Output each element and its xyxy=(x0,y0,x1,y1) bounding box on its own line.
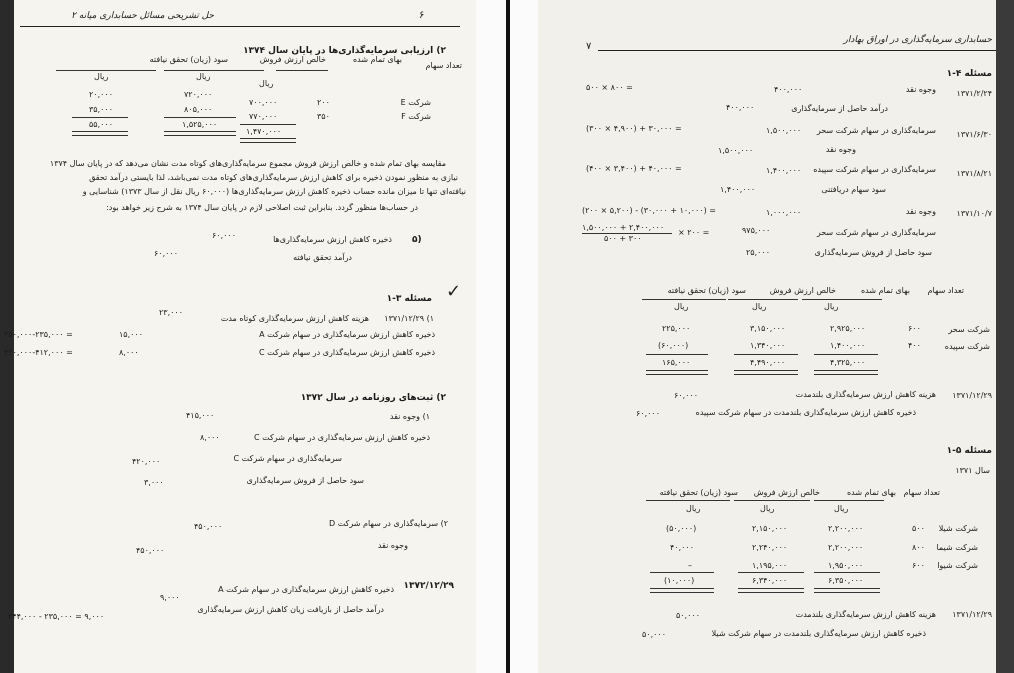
entry-credit: وجوه نقد xyxy=(825,145,856,154)
entry-amount: ۶۰,۰۰۰ xyxy=(674,391,699,400)
entry-amount: ۱,۴۰۰,۰۰۰ xyxy=(720,185,756,194)
entry-debit: ذخیره کاهش ارزش سرمایه‌گذاری‌ها xyxy=(273,235,392,244)
section-title: ۲) ارزیابی سرمایه‌گذاری‌ها در پایان سال ۱۳۷۴ xyxy=(243,46,446,56)
gain-total: (۱۰,۰۰۰) xyxy=(664,576,695,585)
calc-note: × ۲۰۰ = xyxy=(678,228,710,237)
col-header-cost: بهای تمام شده xyxy=(846,488,896,497)
col-header-gain: سود (زیان) تحقق نیافته xyxy=(667,286,746,295)
cost-cell: ۷۷۰,۰۰۰ xyxy=(249,112,278,121)
entry-amount: ۶۰,۰۰۰ xyxy=(212,231,237,240)
right-scan-edge xyxy=(996,0,1014,673)
entry-credit: درآمد تحقق نیافته xyxy=(293,253,352,262)
unit-label: ریال xyxy=(752,302,767,311)
entry-date: ۱۳۷۱/۱۲/۲۹ xyxy=(952,391,992,400)
entry-amount: ۶۰,۰۰۰ xyxy=(636,409,661,418)
problem-title: مسئله ۳-۱ xyxy=(386,294,432,304)
net-cell: ۸۰۵,۰۰۰ xyxy=(184,105,213,114)
net-total: ۱,۵۲۵,۰۰۰ xyxy=(182,120,218,129)
calc-note: ۵۰۰ × ۸۰۰ = xyxy=(586,83,633,92)
entry-date: ۱۳۷۱/۶/۳۰ xyxy=(956,130,992,139)
calc-note: (۲۰۰ × ۵,۲۰۰) - (۳۰,۰۰۰ + ۱۰,۰۰۰) = xyxy=(582,206,716,215)
cost-total: ۶,۳۵۰,۰۰۰ xyxy=(828,576,864,585)
entry-credit: سرمایه‌گذاری در سهام شرکت سحر xyxy=(816,228,936,237)
entry-debit: هزینه کاهش ارزش سرمایه‌گذاری بلندمدت xyxy=(795,390,936,399)
gain-total: ۱۶۵,۰۰۰ xyxy=(662,358,691,367)
calc-note: (۳۰۰ × ۴,۹۰۰) + ۳۰,۰۰۰ = xyxy=(586,124,682,133)
unit-label: ریال xyxy=(760,504,775,513)
entry-amount: ۴۰۰,۰۰۰ xyxy=(726,103,755,112)
shares-cell: ۴۰۰ xyxy=(908,341,921,350)
net-total: ۴,۴۹۰,۰۰۰ xyxy=(750,358,786,367)
company-label: شرکت E xyxy=(400,98,431,107)
gain-cell: (۵۰,۰۰۰) xyxy=(666,524,697,533)
entry-date: ۱) ۱۳۷۱/۱۲/۲۹ xyxy=(384,314,434,323)
entry-date: ۱۳۷۱/۱۰/۷ xyxy=(956,209,992,218)
entry-credit: ذخیره کاهش ارزش سرمایه‌گذاری در سهام شرکت A xyxy=(259,330,435,339)
entry-amount: ۱,۴۰۰,۰۰۰ xyxy=(766,166,802,175)
cost-cell: ۱,۴۰۰,۰۰۰ xyxy=(830,341,866,350)
entry-amount: ۵۰,۰۰۰ xyxy=(642,630,667,639)
entry-amount: ۳,۰۰۰ xyxy=(144,478,164,487)
entry-amount: ۴۵۰,۰۰۰ xyxy=(194,522,223,531)
unit-label: ریال xyxy=(94,72,109,81)
entry-date: ۱۳۷۲/۱۲/۲۹ xyxy=(403,581,454,591)
check-mark-icon: ✓ xyxy=(446,281,462,302)
entry-amount: ۶۰,۰۰۰ xyxy=(154,249,179,258)
entry-amount: ۱,۰۰۰,۰۰۰ xyxy=(766,208,802,217)
entry-amount: ۴۱۵,۰۰۰ xyxy=(186,411,215,420)
col-header-net: خالص ارزش فروش xyxy=(769,286,836,295)
entry-date: ۱۳۷۱/۱۲/۲۹ xyxy=(952,610,992,619)
col-header-cost: بهای تمام شده xyxy=(860,286,910,295)
col-header-net: خالص ارزش فروش xyxy=(753,488,820,497)
gain-cell: ۴۰,۰۰۰ xyxy=(670,543,695,552)
entry-debit: ۲) سرمایه‌گذاری در سهام شرکت D xyxy=(328,519,448,528)
entry-credit: سود حاصل از فروش سرمایه‌گذاری xyxy=(814,248,932,257)
paragraph-line: نیازی به منظور نمودن ذخیره برای کاهش ارزش سرمایه‌گذاری‌های کوتاه مدت نمی‌باشد، لذا بایستی درآمد تحقق xyxy=(89,173,458,182)
book-binding xyxy=(476,0,538,673)
entry-credit: درآمد حاصل از سرمایه‌گذاری xyxy=(791,104,888,113)
running-header: حسابداری سرمایه‌گذاری در اوراق بهادار xyxy=(843,35,992,45)
shares-cell: ۵۰۰ xyxy=(912,524,925,533)
section-title: ۲) ثبت‌های روزنامه در سال ۱۳۷۲ xyxy=(300,393,446,403)
gain-cell: ۲۲۵,۰۰۰ xyxy=(662,324,691,333)
entry-credit: وجوه نقد xyxy=(377,541,408,550)
entry-debit: ۱) وجوه نقد xyxy=(389,412,430,421)
unit-label: ریال xyxy=(834,504,849,513)
entry-amount: ۱,۵۰۰,۰۰۰ xyxy=(718,146,754,155)
entry-amount: ۲۳,۰۰۰ xyxy=(159,308,184,317)
cost-cell: ۷۰۰,۰۰۰ xyxy=(249,98,278,107)
unit-label: ریال xyxy=(674,302,689,311)
entry-credit: سود سهام دریافتنی xyxy=(821,185,886,194)
col-header-cost: بهای تمام شده xyxy=(352,55,402,64)
entry-amount: ۸,۰۰۰ xyxy=(119,348,139,357)
page-6 xyxy=(4,0,476,673)
entry-credit: سرمایه‌گذاری در سهام شرکت C xyxy=(233,454,342,463)
net-cell: ۱,۳۴۰,۰۰۰ xyxy=(750,341,786,350)
unit-label: ریال xyxy=(686,504,701,513)
problem-title: مسئله ۴-۱ xyxy=(946,69,992,79)
calc-fraction-den: ۵۰۰ + ۳۰۰ xyxy=(604,234,642,243)
shares-cell: ۶۰۰ xyxy=(908,324,921,333)
shares-cell: ۶۰۰ xyxy=(912,561,925,570)
cost-cell: ۲,۲۰۰,۰۰۰ xyxy=(828,543,864,552)
problem-title: مسئله ۵-۱ xyxy=(946,446,992,456)
entry-debit: سرمایه‌گذاری در سهام شرکت سپیده xyxy=(813,165,936,174)
entry-amount: ۴۰۰,۰۰۰ xyxy=(774,85,803,94)
entry-amount: ۹,۰۰۰ xyxy=(160,593,180,602)
company-label: شرکت سپیده xyxy=(944,342,990,351)
cost-total: ۱,۴۷۰,۰۰۰ xyxy=(246,127,282,136)
paragraph-line: نیافته‌ای تنها تا میزان مانده حساب ذخیره کاهش ارزش سرمایه‌گذاری‌ها (۶۰,۰۰۰ ریال نقل از سال ۱۳۷۳) شناسایی و xyxy=(82,187,466,196)
gain-total: ۵۵,۰۰۰ xyxy=(89,120,114,129)
company-label: شرکت شیلا xyxy=(938,524,978,533)
entry-debit: سرمایه‌گذاری در سهام شرکت سحر xyxy=(816,126,936,135)
net-cell: ۱,۱۹۵,۰۰۰ xyxy=(752,561,788,570)
entry-number: ۵) xyxy=(412,235,422,245)
entry-amount: ۴۵۰,۰۰۰ xyxy=(136,546,165,555)
entry-amount: ۱۵,۰۰۰ xyxy=(119,330,144,339)
gain-cell: (۶۰,۰۰۰) xyxy=(658,341,689,350)
page-number: ۶ xyxy=(419,10,425,21)
calc-note: ۲۴۴,۰۰۰ - ۲۳۵,۰۰۰ = ۹,۰۰۰ xyxy=(8,612,105,621)
entry-amount: ۸,۰۰۰ xyxy=(200,433,220,442)
entry-debit: هزینه کاهش ارزش سرمایه‌گذاری کوتاه مدت xyxy=(220,314,369,323)
company-label: شرکت شیما xyxy=(936,543,978,552)
page-7 xyxy=(538,0,996,673)
col-header-net: خالص ارزش فروش xyxy=(259,55,326,64)
unit-label: ریال xyxy=(824,302,839,311)
cost-cell: ۲,۹۲۵,۰۰۰ xyxy=(830,324,866,333)
col-header-shares: تعداد سهام xyxy=(903,488,940,497)
entry-debit: وجوه نقد xyxy=(905,85,936,94)
entry-debit: هزینه کاهش ارزش سرمایه‌گذاری بلندمدت xyxy=(795,610,936,619)
year-label: سال ۱۳۷۱ xyxy=(955,466,990,475)
entry-debit: وجوه نقد xyxy=(905,207,936,216)
header-rule xyxy=(20,26,460,27)
unit-label: ریال xyxy=(259,79,274,88)
shares-cell: ۳۵۰ xyxy=(317,112,330,121)
paragraph-line: مقایسه بهای تمام شده و خالص ارزش فروش مجموع سرمایه‌گذاری‌های کوتاه مدت نشان می‌دهد که در پایان سال ۱۳۷۴ xyxy=(49,159,446,168)
calc-fraction-num: ۱,۵۰۰,۰۰۰ + ۲,۴۰۰,۰۰۰ xyxy=(582,223,665,232)
entry-amount: ۲۵,۰۰۰ xyxy=(746,248,771,257)
net-cell: ۳,۱۵۰,۰۰۰ xyxy=(750,324,786,333)
calc-note: ۲۵۰,۰۰۰-۲۳۵,۰۰۰ = xyxy=(4,330,73,339)
calc-note: (۴۰۰ × ۳,۴۰۰) + ۴۰,۰۰۰ = xyxy=(586,164,682,173)
entry-credit: سود حاصل از فروش سرمایه‌گذاری xyxy=(246,476,364,485)
cost-cell: ۱,۹۵۰,۰۰۰ xyxy=(828,561,864,570)
entry-amount: ۵۰,۰۰۰ xyxy=(676,611,701,620)
net-cell: ۷۲۰,۰۰۰ xyxy=(184,90,213,99)
header-rule xyxy=(598,50,996,51)
company-label: شرکت شیوا xyxy=(937,561,978,570)
calc-note: ۴۲۰,۰۰۰-۴۱۲,۰۰۰ = xyxy=(4,348,73,357)
running-header: حل تشریحی مسائل حسابداری میانه ۲ xyxy=(71,11,214,21)
entry-credit: ذخیره کاهش ارزش سرمایه‌گذاری بلندمدت در سهام شرکت شیلا xyxy=(711,629,926,638)
col-header-gain: سود (زیان) تحقق نیافته xyxy=(149,55,228,64)
net-cell: ۲,۱۵۰,۰۰۰ xyxy=(752,524,788,533)
entry-credit: ذخیره کاهش ارزش سرمایه‌گذاری در سهام شرکت C xyxy=(259,348,435,357)
gain-cell: – xyxy=(688,561,692,570)
col-header-shares: تعداد سهام xyxy=(927,286,964,295)
unit-label: ریال xyxy=(196,72,211,81)
page-number: ۷ xyxy=(586,41,592,52)
entry-credit: درآمد حاصل از بازیافت زیان کاهش ارزش سرمایه‌گذاری xyxy=(197,605,384,614)
net-cell: ۲,۲۴۰,۰۰۰ xyxy=(752,543,788,552)
cost-total: ۴,۳۲۵,۰۰۰ xyxy=(830,358,866,367)
gain-cell: ۲۰,۰۰۰ xyxy=(89,90,114,99)
entry-amount: ۴۲۰,۰۰۰ xyxy=(132,457,161,466)
entry-date: ۱۳۷۱/۸/۲۱ xyxy=(956,169,992,178)
shares-cell: ۲۰۰ xyxy=(317,98,330,107)
net-total: ۶,۳۴۰,۰۰۰ xyxy=(752,576,788,585)
gain-cell: ۳۵,۰۰۰ xyxy=(89,105,114,114)
company-label: شرکت سحر xyxy=(948,325,990,334)
cost-cell: ۲,۲۰۰,۰۰۰ xyxy=(828,524,864,533)
entry-debit: ذخیره کاهش ارزش سرمایه‌گذاری در سهام شرکت A xyxy=(218,585,394,594)
entry-credit: ذخیره کاهش ارزش سرمایه‌گذاری بلندمدت در سهام شرکت سپیده xyxy=(695,408,916,417)
company-label: شرکت F xyxy=(401,112,431,121)
entry-amount: ۹۷۵,۰۰۰ xyxy=(742,226,771,235)
paragraph-line: در حساب‌ها منظور گردد. بنابراین ثبت اصلاحی لازم در پایان سال ۱۳۷۴ به شرح زیر خواهد بود: xyxy=(106,203,418,212)
entry-amount: ۱,۵۰۰,۰۰۰ xyxy=(766,126,802,135)
col-header-shares: تعداد سهام xyxy=(425,61,462,70)
shares-cell: ۸۰۰ xyxy=(912,543,925,552)
entry-date: ۱۳۷۱/۲/۲۴ xyxy=(956,89,992,98)
col-header-gain: سود (زیان) تحقق نیافته xyxy=(659,488,738,497)
entry-debit: ذخیره کاهش ارزش سرمایه‌گذاری در سهام شرکت C xyxy=(254,433,430,442)
